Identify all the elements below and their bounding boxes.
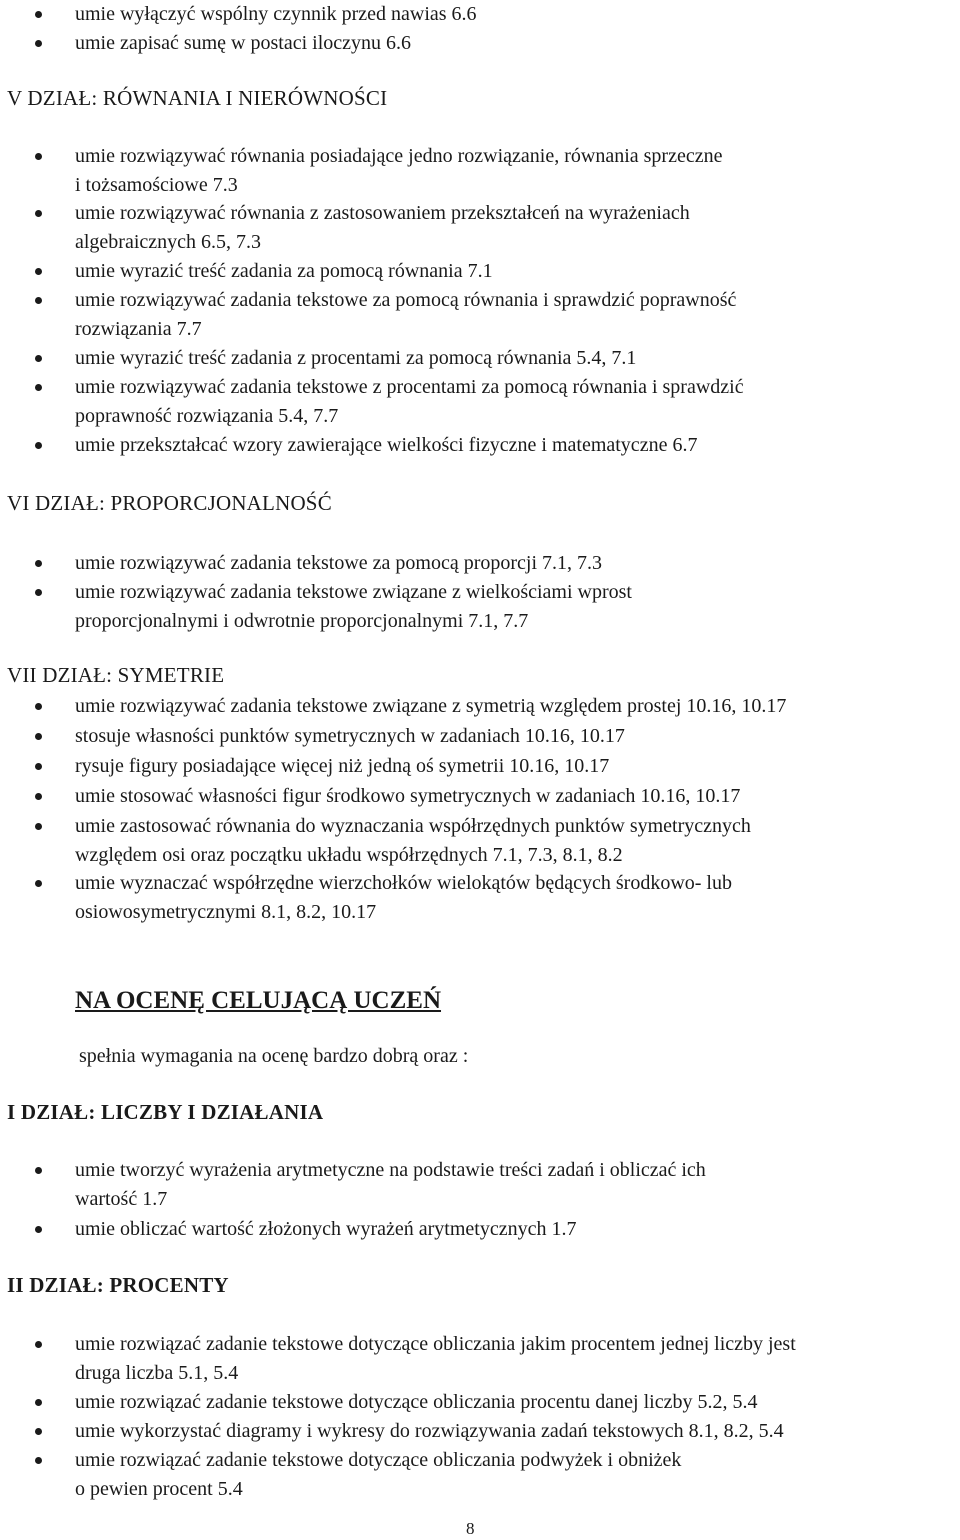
section-heading-rownania: V DZIAŁ: RÓWNANIA I NIERÓWNOŚCI (7, 86, 388, 110)
list-item (75, 722, 956, 751)
list-item (75, 692, 956, 721)
list-item-text: osiowosymetrycznymi 8.1, 8.2, 10.17 (75, 901, 377, 923)
bullet-icon (35, 733, 42, 740)
bullet-icon (35, 297, 42, 304)
section-heading-symetrie: VII DZIAŁ: SYMETRIE (7, 663, 225, 687)
bullet-icon (35, 355, 42, 362)
list-item (75, 286, 956, 344)
list-item (75, 578, 956, 636)
list-item-text: umie rozwiązywać zadania tekstowe związane z wielkościami wprost (75, 581, 632, 603)
list-item-text: proporcjonalnymi i odwrotnie proporcjonalnymi 7.1, 7.7 (75, 610, 529, 632)
list-item-text: umie rozwiązywać zadania tekstowe za pomocą równania i sprawdzić poprawność (75, 289, 737, 311)
list-item (75, 1446, 956, 1504)
list-item-text: umie wyrazić treść zadania z procentami za pomocą równania 5.4, 7.1 (75, 347, 637, 369)
list-item (75, 1215, 956, 1244)
bullet-icon (35, 153, 42, 160)
grade-heading-celujaca: NA OCENĘ CELUJĄCĄ UCZEŃ (75, 987, 442, 1014)
list-item-text: umie zastosować równania do wyznaczania współrzędnych punktów symetrycznych (75, 815, 751, 837)
bullet-icon (35, 1399, 42, 1406)
list-item (75, 344, 956, 373)
list-item-text: umie rozwiązywać zadania tekstowe z procentami za pomocą równania i sprawdzić (75, 376, 744, 398)
list-item-text: umie rozwiązać zadanie tekstowe dotyczące obliczania procentu danej liczby 5.2, 5.4 (75, 1391, 758, 1413)
list-item-text: umie wyznaczać współrzędne wierzchołków wielokątów będących środkowo- lub (75, 872, 732, 894)
bullet-icon (35, 40, 42, 47)
list-item-text: umie obliczać wartość złożonych wyrażeń arytmetycznych 1.7 (75, 1218, 577, 1240)
section-heading-procenty: II DZIAŁ: PROCENTY (7, 1273, 229, 1297)
list-item-text: umie stosować własności figur środkowo symetrycznych w zadaniach 10.16, 10.17 (75, 785, 741, 807)
list-item-text: umie rozwiązywać zadania tekstowe za pomocą proporcji 7.1, 7.3 (75, 552, 603, 574)
grade-intro-text: spełnia wymagania na ocenę bardzo dobrą oraz : (79, 1045, 469, 1067)
list-item-text: rozwiązania 7.7 (75, 318, 202, 340)
list-item (75, 1330, 956, 1388)
list-item-text: algebraicznych 6.5, 7.3 (75, 231, 262, 253)
list-item (75, 1417, 956, 1446)
section-heading-liczby: I DZIAŁ: LICZBY I DZIAŁANIA (7, 1100, 324, 1124)
bullet-icon (35, 268, 42, 275)
list-item-text: umie przekształcać wzory zawierające wielkości fizyczne i matematyczne 6.7 (75, 434, 698, 456)
bullet-icon (35, 793, 42, 800)
bullet-icon (35, 763, 42, 770)
bullet-icon (35, 560, 42, 567)
bullet-icon (35, 210, 42, 217)
list-item (75, 1388, 956, 1417)
list-item (75, 782, 956, 811)
bullet-icon (35, 1341, 42, 1348)
list-item-text: poprawność rozwiązania 5.4, 7.7 (75, 405, 339, 427)
list-item (75, 29, 956, 58)
bullet-icon (35, 11, 42, 18)
list-item-text: umie wyłączyć wspólny czynnik przed nawias 6.6 (75, 3, 477, 25)
bullet-icon (35, 1167, 42, 1174)
list-item (75, 549, 956, 578)
list-item (75, 752, 956, 781)
list-item-text: umie rozwiązać zadanie tekstowe dotyczące obliczania jakim procentem jednej liczby jest (75, 1333, 796, 1355)
list-item-text: umie rozwiązywać zadania tekstowe związane z symetrią względem prostej 10.16, 10.17 (75, 695, 787, 717)
list-item-text: względem osi oraz początku układu współrzędnych 7.1, 7.3, 8.1, 8.2 (75, 844, 623, 866)
page-number: 8 (466, 1519, 475, 1538)
list-item (75, 812, 956, 870)
list-item (75, 199, 956, 257)
list-item-text: i tożsamościowe 7.3 (75, 174, 238, 196)
list-item-text: rysuje figury posiadające więcej niż jedną oś symetrii 10.16, 10.17 (75, 755, 610, 777)
list-item-text: umie rozwiązywać równania z zastosowaniem przekształceń na wyrażeniach (75, 202, 690, 224)
section-heading-proporcjonalnosc: VI DZIAŁ: PROPORCJONALNOŚĆ (7, 491, 332, 515)
list-item-text: umie tworzyć wyrażenia arytmetyczne na podstawie treści zadań i obliczać ich (75, 1159, 706, 1181)
list-item (75, 1156, 956, 1214)
bullet-icon (35, 1428, 42, 1435)
list-item-text: umie wyrazić treść zadania za pomocą równania 7.1 (75, 260, 493, 282)
list-item-text: umie zapisać sumę w postaci iloczynu 6.6 (75, 32, 412, 54)
list-item-text: o pewien procent 5.4 (75, 1478, 243, 1500)
list-item-text: umie wykorzystać diagramy i wykresy do rozwiązywania zadań tekstowych 8.1, 8.2, 5.4 (75, 1420, 784, 1442)
bullet-icon (35, 1457, 42, 1464)
list-item-text: umie rozwiązać zadanie tekstowe dotyczące obliczania podwyżek i obniżek (75, 1449, 682, 1471)
list-item-text: umie rozwiązywać równania posiadające jedno rozwiązanie, równania sprzeczne (75, 145, 723, 167)
bullet-icon (35, 442, 42, 449)
list-item (75, 0, 956, 29)
list-item-text: druga liczba 5.1, 5.4 (75, 1362, 239, 1384)
list-item-text: wartość 1.7 (75, 1188, 168, 1210)
bullet-icon (35, 1226, 42, 1233)
bullet-icon (35, 823, 42, 830)
bullet-icon (35, 880, 42, 887)
bullet-icon (35, 384, 42, 391)
bullet-icon (35, 589, 42, 596)
list-item (75, 869, 956, 927)
list-item (75, 373, 956, 431)
list-item (75, 257, 956, 286)
list-item-text: stosuje własności punktów symetrycznych w zadaniach 10.16, 10.17 (75, 725, 625, 747)
bullet-icon (35, 703, 42, 710)
list-item (75, 431, 956, 460)
list-item (75, 142, 956, 200)
